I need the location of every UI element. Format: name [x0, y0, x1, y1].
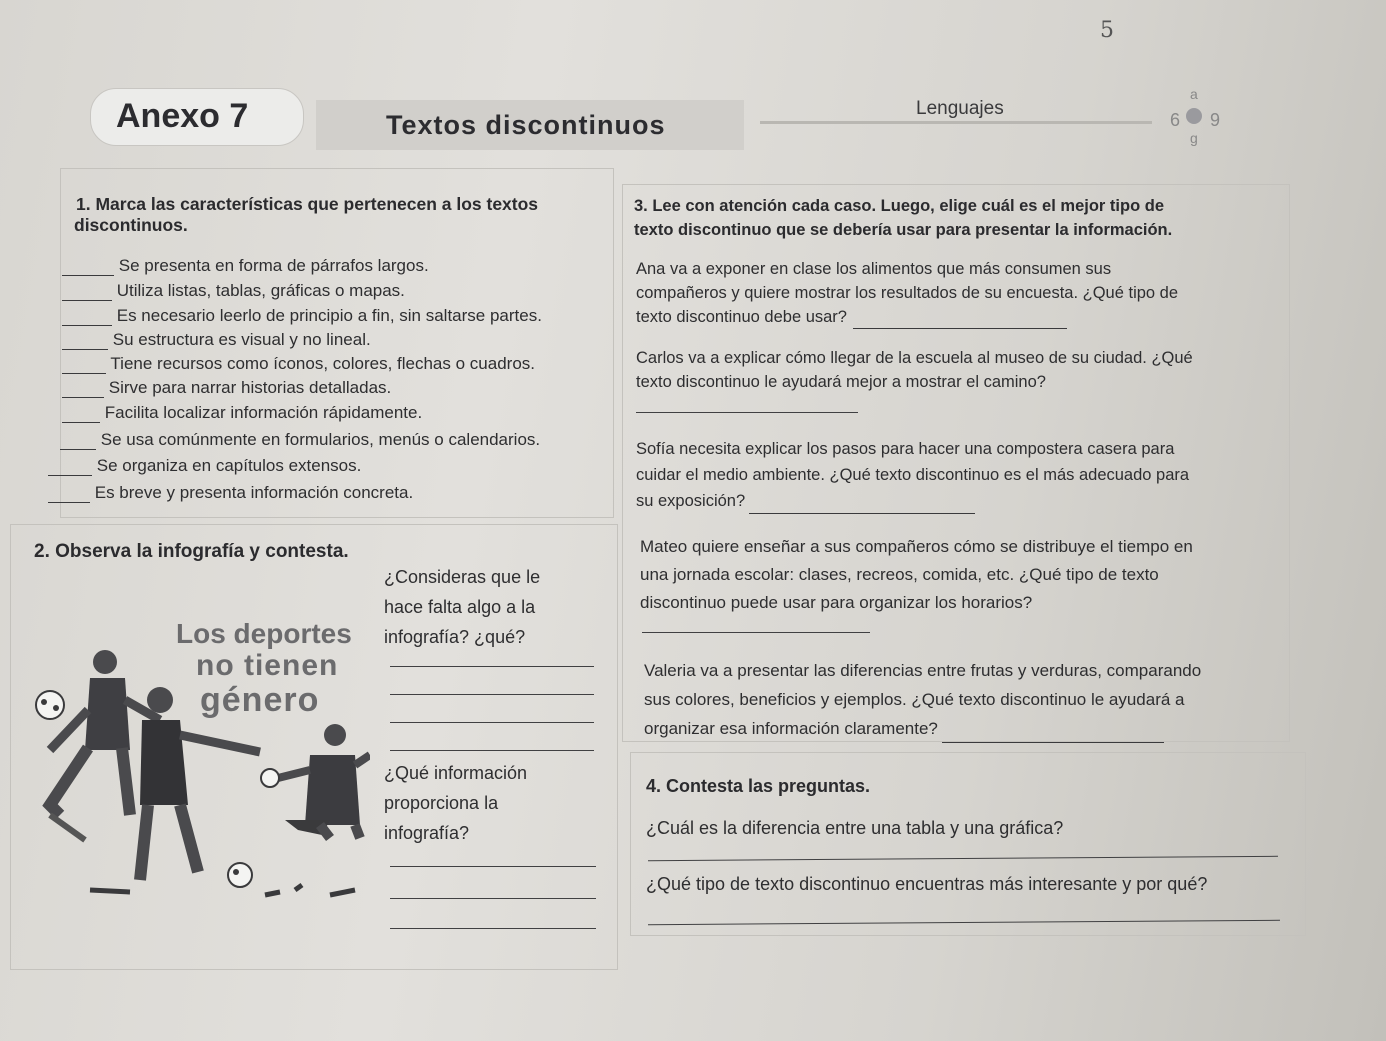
q2-answer-line[interactable] — [390, 928, 596, 929]
q1-item: Es necesario leerlo de principio a fin, sin saltarse partes. — [62, 306, 542, 326]
q3-answer-blank[interactable] — [636, 412, 858, 413]
badge-glyph-left: 6 — [1170, 110, 1181, 130]
q2-answer-line[interactable] — [390, 666, 594, 667]
badge-dot — [1186, 108, 1202, 124]
checkbox-blank[interactable] — [62, 397, 104, 398]
subject-label: Lenguajes — [916, 98, 1004, 119]
q1-item: Tiene recursos como íconos, colores, flechas o cuadros. — [62, 354, 535, 374]
q2-answer-line[interactable] — [390, 722, 594, 723]
q4-question-1: ¿Cuál es la diferencia entre una tabla y una gráfica? — [646, 818, 1064, 838]
checkbox-blank[interactable] — [62, 349, 108, 350]
q2-answer-line[interactable] — [390, 898, 596, 899]
badge-glyph-bottom: g — [1190, 130, 1198, 146]
q1-item: Se organiza en capítulos extensos. — [48, 456, 361, 476]
q2-answer-line[interactable] — [390, 694, 594, 695]
checkbox-blank[interactable] — [62, 422, 100, 423]
checkbox-blank[interactable] — [62, 373, 106, 374]
q3-answer-blank[interactable] — [942, 742, 1164, 743]
q1-item: Utiliza listas, tablas, gráficas o mapas. — [62, 281, 405, 301]
q3-case-mateo: Mateo quiere enseñar a sus compañeros cómo se distribuye el tiempo en una jornada escolar: clases, recreos, comida, etc. ¿Qué tipo de texto discontinuo puede usar para organizar los horarios? — [640, 537, 1193, 612]
checkbox-blank[interactable] — [62, 275, 114, 276]
q2-heading: 2. Observa la infografía y contesta. — [34, 541, 349, 562]
q4-heading: 4. Contesta las preguntas. — [646, 776, 871, 796]
infographic-title-line2: no tienen — [196, 649, 339, 682]
q3-answer-blank[interactable] — [642, 632, 870, 633]
checkbox-blank[interactable] — [48, 502, 90, 503]
q3-case-ana: Ana va a exponer en clase los alimentos que más consumen sus compañeros y quiere mostrar los resultados de su encuesta. ¿Qué tipo de texto discontinuo debe usar? — [636, 257, 1178, 329]
q1-item: Se presenta en forma de párrafos largos. — [62, 256, 429, 276]
q1-item: Es breve y presenta información concreta. — [48, 483, 413, 503]
annex-number: Anexo 7 — [116, 97, 249, 135]
checkbox-blank[interactable] — [48, 475, 92, 476]
q2-question-b: ¿Qué información proporciona la infografía? — [384, 763, 528, 843]
q1-item: Sirve para narrar historias detalladas. — [62, 378, 391, 398]
checkbox-blank[interactable] — [60, 449, 96, 450]
q2-question-a: ¿Consideras que le hace falta algo a la infografía? ¿qué? — [384, 567, 541, 647]
q1-item: Se usa comúnmente en formularios, menús o calendarios. — [60, 430, 540, 450]
q3-answer-blank[interactable] — [749, 513, 975, 514]
checkbox-blank[interactable] — [62, 300, 112, 301]
q1-heading-line2: discontinuos. — [74, 215, 188, 235]
badge-glyph-top: a — [1190, 86, 1198, 102]
infographic-title-line1: Los deportes — [176, 618, 352, 649]
infographic-title-line3: género — [200, 681, 320, 719]
q1-item: Facilita localizar información rápidamente. — [62, 403, 422, 423]
q2-answer-line[interactable] — [390, 750, 594, 751]
corner-page-mark: 5 — [1100, 18, 1114, 43]
q1-item: Su estructura es visual y no lineal. — [62, 330, 371, 350]
q3-case-sofia: Sofía necesita explicar los pasos para hacer una compostera casera para cuidar el medio ambiente. ¿Qué texto discontinuo es el más adecuado para su exposición? — [636, 436, 1189, 514]
q4-question-2: ¿Qué tipo de texto discontinuo encuentras más interesante y por qué? — [646, 874, 1208, 894]
badge-glyph-right: 9 — [1210, 110, 1221, 130]
checkbox-blank[interactable] — [62, 325, 112, 326]
q3-case-carlos: Carlos va a explicar cómo llegar de la escuela al museo de su ciudad. ¿Qué texto discontinuo le ayudará mejor a mostrar el camino? — [636, 349, 1193, 391]
page-title: Textos discontinuos — [386, 110, 666, 140]
q1-heading-line1: 1. Marca las características que pertenecen a los textos — [76, 194, 539, 214]
q3-heading-line2: texto discontinuo que se debería usar para presentar la información. — [634, 221, 1173, 239]
q3-heading-line1: 3. Lee con atención cada caso. Luego, elige cuál es el mejor tipo de — [634, 197, 1164, 215]
subject-line — [760, 121, 1152, 124]
q2-answer-line[interactable] — [390, 866, 596, 867]
infographic-players-illustration — [30, 640, 370, 930]
q3-answer-blank[interactable] — [853, 328, 1067, 329]
page-number-badge — [1170, 86, 1224, 146]
q3-case-valeria: Valeria va a presentar las diferencias entre frutas y verduras, comparando sus colores, beneficios y ejemplos. ¿Qué texto discontinuo le ayudará a organizar esa información claramente? — [644, 656, 1201, 743]
